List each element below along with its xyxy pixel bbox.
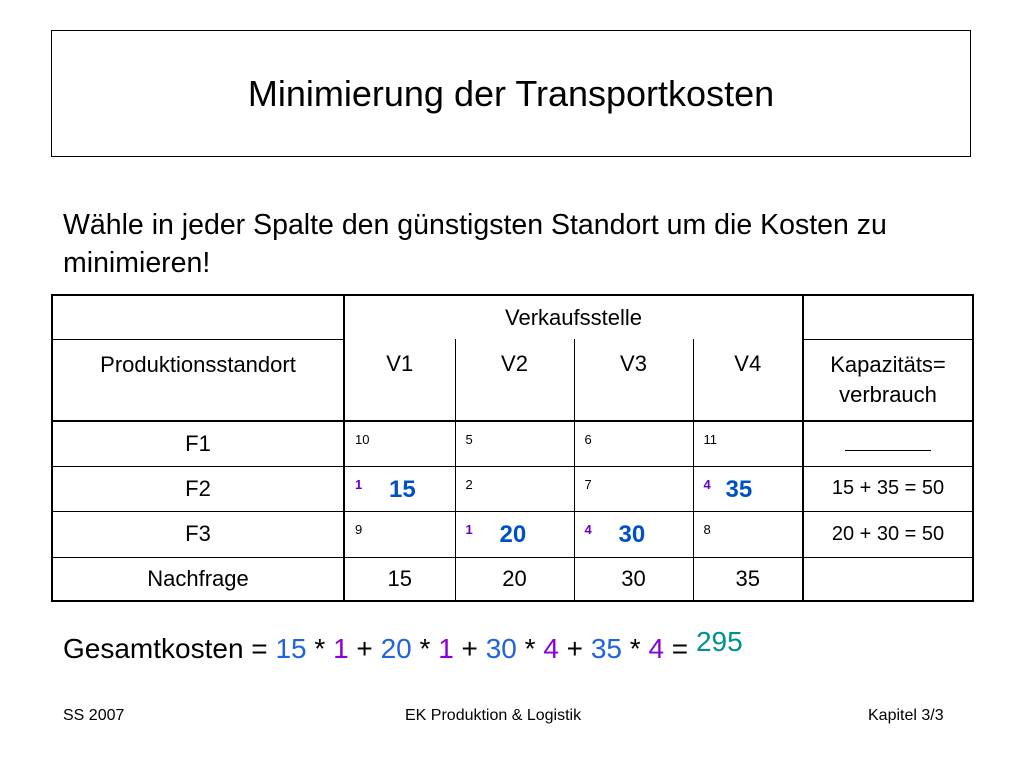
footer-right: Kapitel 3/3 [868, 707, 944, 724]
allocation-value: 20 [499, 520, 527, 548]
cost-value: 4 [703, 476, 711, 492]
cost-value: 10 [355, 432, 370, 447]
row-label-f1 [52, 421, 344, 466]
demand-v3 [574, 557, 693, 601]
total-qty-2: 20 [380, 633, 412, 664]
capacity-value: 20 + 30 = 50 [831, 522, 945, 545]
total-qty-3: 30 [485, 633, 517, 664]
cost-value: 11 [703, 432, 717, 447]
row-label: F3 [185, 521, 211, 546]
cost-value: 8 [703, 521, 711, 537]
cost-value: 1 [355, 476, 363, 492]
cell-f3-v1 [344, 511, 455, 557]
cell-f1-v1 [344, 421, 455, 466]
col-label: V3 [620, 351, 647, 376]
cell-f1-v3 [574, 421, 693, 466]
cell-f3-v2 [455, 511, 574, 557]
cell-f3-v4 [693, 511, 803, 557]
cost-value: 4 [584, 521, 592, 537]
cost-value: 1 [465, 521, 473, 537]
row-header [52, 339, 344, 421]
empty-header-cell [52, 295, 344, 339]
row-label-f3 [52, 511, 344, 557]
col-header-v2 [455, 339, 574, 421]
capacity-f1 [803, 421, 973, 466]
cell-f2-v2 [455, 466, 574, 511]
cost-value: 2 [465, 476, 473, 492]
cost-value: 9 [355, 521, 363, 537]
demand-v4 [693, 557, 803, 601]
cost-value: 7 [584, 476, 592, 492]
demand-value: 20 [502, 565, 527, 591]
col-label: V2 [501, 351, 528, 376]
total-qty-1: 15 [275, 633, 307, 664]
total-cost-4: 4 [648, 633, 665, 664]
intro-text: Wähle in jeder Spalte den günstigsten Standort um die Kosten zu minimieren! [63, 209, 887, 279]
empty-capacity-header-cell [803, 295, 973, 339]
cell-f2-v4 [693, 466, 803, 511]
row-header-label: Produktionsstandort [100, 351, 296, 377]
cost-value: 6 [584, 432, 592, 447]
total-cost-formula: Gesamtkosten = 15 * 1 + 20 * 1 + 30 * 4 + 35 * 4 = 295 [63, 626, 743, 664]
cell-f1-v2 [455, 421, 574, 466]
capacity-f2 [803, 466, 973, 511]
col-header-v1 [344, 339, 455, 421]
footer-left: SS 2007 [63, 707, 125, 724]
verkaufsstelle-header [344, 295, 803, 339]
demand-value: 30 [621, 565, 646, 591]
demand-v2 [455, 557, 574, 601]
capacity-f3 [803, 511, 973, 557]
slide-title: Minimierung der Transportkosten [247, 72, 775, 114]
cell-f1-v4 [693, 421, 803, 466]
col-label: V1 [386, 351, 414, 376]
demand-v1 [344, 557, 455, 601]
total-cost-1: 1 [333, 633, 349, 664]
col-header-v3 [574, 339, 693, 421]
allocation-value: 35 [725, 475, 753, 503]
cell-f2-v3 [574, 466, 693, 511]
allocation-value: 30 [618, 520, 646, 548]
cell-f2-v1 [344, 466, 455, 511]
row-label: F2 [185, 475, 211, 501]
total-qty-4: 35 [590, 633, 622, 664]
demand-value: 15 [387, 565, 412, 591]
col-label: V4 [734, 351, 762, 376]
transport-table [51, 294, 974, 602]
allocation-value: 15 [389, 475, 416, 503]
row-label: F1 [185, 430, 211, 456]
row-label-f2 [52, 466, 344, 511]
title-box [51, 30, 971, 157]
cell-f3-v3 [574, 511, 693, 557]
demand-value: 35 [735, 565, 760, 591]
cost-value: 5 [465, 432, 473, 447]
total-cost-3: 4 [543, 633, 559, 664]
capacity-blank-line [845, 450, 931, 451]
demand-label: Nachfrage [147, 565, 249, 591]
capacity-header [803, 339, 973, 421]
total-label: Gesamtkosten = [63, 633, 268, 664]
demand-capacity-empty [803, 557, 973, 601]
capacity-value: 15 + 35 = 50 [831, 477, 945, 499]
total-cost-2: 1 [438, 633, 454, 664]
capacity-header-label: Kapazitäts= verbrauch [830, 351, 946, 407]
group-header-label: Verkaufsstelle [505, 304, 642, 330]
col-header-v4 [693, 339, 803, 421]
demand-label-cell [52, 557, 344, 601]
footer-center: EK Produktion & Logistik [405, 707, 582, 724]
total-result: 295 [695, 626, 743, 657]
